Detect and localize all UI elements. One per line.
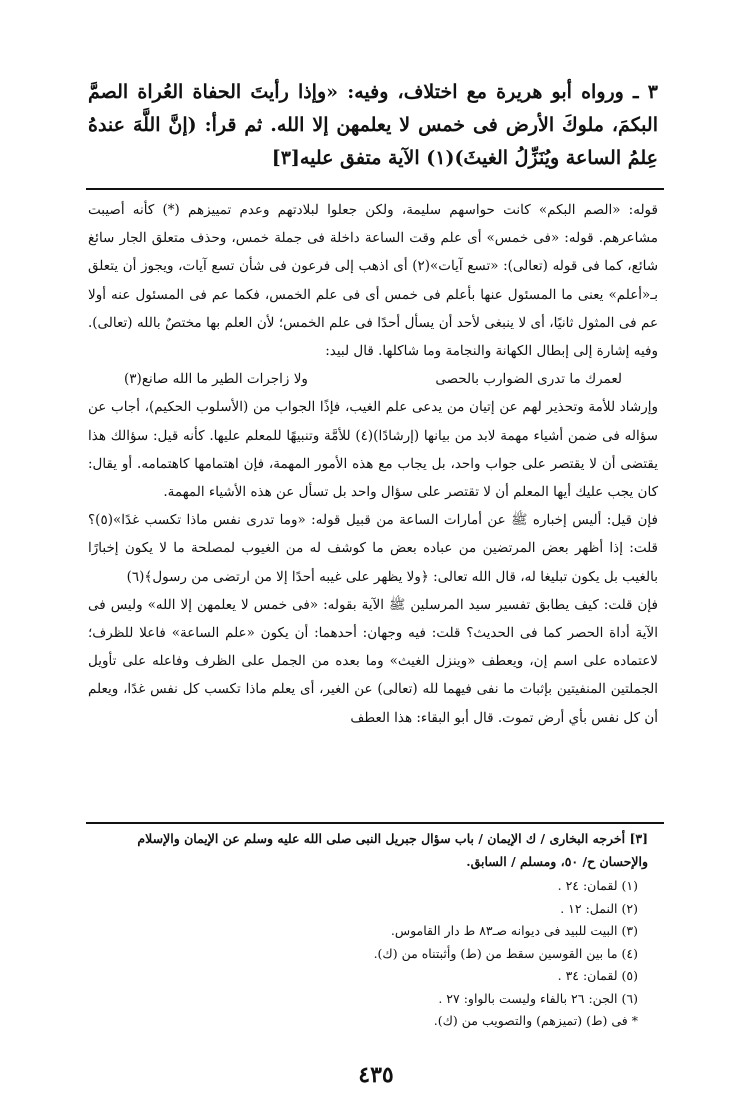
hadith-paragraph: ٣ ـ ورواه أبو هريرة مع اختلاف، وفيه: «وإذا رأيتَ الحفاة العُراة الصمَّ البكمَ، ملوكَ الأرض فى خمس لا يعلمهن إلا الله. ثم قرأ: (إنَّ اللَّهَ عندهُ عِلمُ الساعة ويُنَزِّلُ الغيثَ)(١) الآية متفق عليه[٣] — [88, 81, 658, 169]
question-paragraph: فإن قيل: أليس إخباره ﷺ عن أمارات الساعة من قبيل قوله: «وما تدرى نفس ماذا تكسب غدًا»(٥)؟ قلت: إذا أظهر بعض المرتضين من عباده بعض ما كوشف له من الغيوب لمصلحة ما لا يكون إخبارًا بالغيب بل يكون تبليغا له، قال الله تعالى: ﴿ولا يظهر على غيبه أحدًا إلا من ارتضى من رسول﴾(٦) — [88, 512, 658, 585]
footnote-item: (٢) النمل: ١٢ . — [560, 900, 638, 916]
footnote-item: (١) لقمان: ٢٤ . — [557, 878, 638, 893]
commentary — [88, 196, 658, 732]
footnote-item: (٤) ما بين القوسين سقط من (ط) وأثبتناه من (ك). — [373, 945, 638, 961]
footnote-item: (٥) لقمان: ٣٤ . — [557, 968, 638, 983]
verse-first-hemistich: لعمرك ما تدرى الضوارب بالحصى — [435, 371, 622, 388]
footnote-list — [86, 875, 648, 1033]
footnote-item: * فى (ط) (تميزهم) والتصويب من (ك). — [433, 1013, 638, 1028]
verse-second-hemistich: ولا زاجرات الطير ما الله صانع(٣) — [124, 371, 308, 388]
page-number: ٤٣٥ — [358, 1062, 394, 1088]
poetry-verse — [88, 365, 658, 393]
footnotes — [86, 828, 648, 1033]
commentary-paragraph: قوله: «الصم البكم» كانت حواسهم سليمة، ولكن جعلوا لبلادتهم وعدم تمييزهم (*) كأنه أصيبت مشاعرهم. قوله: «فى خمس» أى علم وقت الساعة داخلة فى جملة خمس، وحذف متعلق الجار سائغ شائع، كما فى قوله (تعالى): «تسع آيات»(٢) أى اذهب إلى فرعون فى شأن تسع آيات، ويجوز أن يتعلق بـ«أعلم» يعنى ما المسئول عنها بأعلم فى خمس أى فى علم الخمس، فكما عم فى المسئول عنه أولا عم فى المثول ثانيًا، أى لا ينبغى لأحد أن يسأل أحدًا فى علم الخمس؛ لأن العلم بها مختصٌ بالله (تعالى). وفيه إشارة إلى إبطال الكهانة والنجامة وما شاكلها. قال لبيد: — [88, 202, 659, 360]
hadith-text — [88, 76, 658, 175]
question-paragraph: فإن قلت: كيف يطابق تفسير سيد المرسلين ﷺ الآية بقوله: «فى خمس لا يعلمهن إلا الله» وليس فى الآية أداة الحصر كما فى الحديث؟ قلت: فيه وجهان: أحدهما: أن يكون «علم الساعة» فاعلا للظرف؛ لاعتماده على اسم إن، ويعطف «وينزل الغيث» وما بعده من الجمل على الظرف وفاعله على تأويل الجملتين المنفيتين بإثبات ما نفى فيهما لله (تعالى) عن الغير، أى يعلم ماذا تكسب كل نفس غدًا، ويعلم أن كل نفس بأي أرض تموت. قال أبو البقاء: هذا العطف — [88, 596, 658, 726]
footnote-item: (٦) الجن: ٢٦ بالفاء وليست بالواو: ٢٧ . — [438, 990, 638, 1006]
commentary-paragraph: وإرشاد للأمة وتحذير لهم عن إتيان من يدعى علم الغيب، فإذًا الجواب من (الأسلوب الحكيم)، أجاب عن سؤاله فى ضمن أشياء مهمة لابد من بيانها (إرشادًا)(٤) للأمَّة وتنبيهًا للمعلم عليها. كأنه قيل: سؤالك هذا يقتضى أن لا يقتصر على جواب واحد، بل يجاب مع هذه الأمور المهمة، فإن اهتمامها كاهتمامه. أو يقال: كان يجب عليك أيها المعلم أن لا تقتصر على سؤال واحد بل تسأل عن هذه الأشياء المهمة. — [88, 399, 658, 501]
source-footnote: [٣] أخرجه البخارى / ك الإيمان / باب سؤال جبريل النبى صلى الله عليه وسلم عن الإيمان والإسلام والإحسان ح/ ٥٠، ومسلم / السابق. — [137, 831, 648, 869]
footnote-item: (٣) البيت للبيد فى ديوانه صـ٨٣ ط دار القاموس. — [390, 923, 638, 938]
top-divider — [86, 188, 664, 190]
footnote-divider — [86, 822, 664, 824]
